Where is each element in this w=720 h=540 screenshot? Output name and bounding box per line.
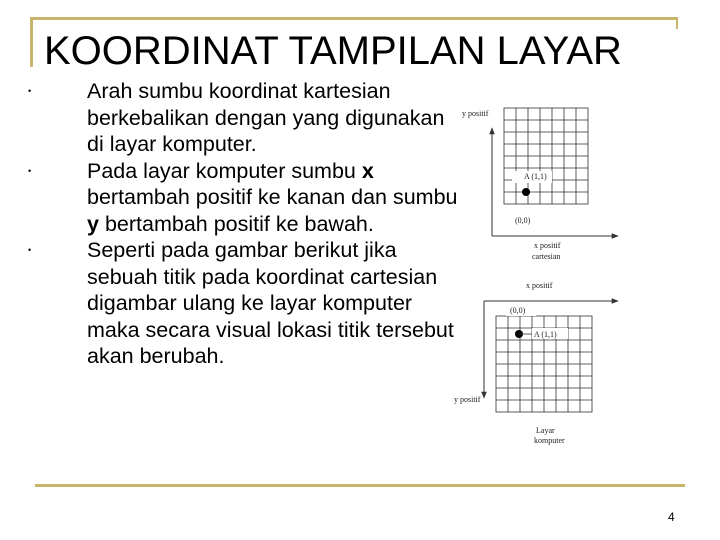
- cartesian-x-label: x positif: [534, 241, 561, 250]
- bullet-dot-icon: •: [28, 86, 32, 96]
- bullet-dot-icon: •: [28, 245, 32, 255]
- coordinate-figure: [440, 98, 680, 458]
- bullet-text-part: bertambah positif ke bawah.: [98, 211, 374, 236]
- slide-title: KOORDINAT TAMPILAN LAYAR: [44, 29, 622, 73]
- cartesian-y-label: y positif: [462, 109, 489, 118]
- bullet-text: Arah sumbu koordinat kartesian berkebalikan dengan yang digunakan di layar komputer.: [87, 79, 445, 156]
- bullet-text: Seperti pada gambar berikut jika sebuah titik pada koordinat cartesian digambar ulang ke layar komputer maka secara visual lokasi titik tersebut akan berubah.: [87, 238, 454, 368]
- bullet-dot-icon: •: [28, 165, 32, 176]
- frame-right-rule: [676, 17, 678, 29]
- screen-point-label: A (1,1): [534, 330, 557, 339]
- screen-caption: Layar: [536, 426, 555, 435]
- screen-caption-sub: komputer: [534, 436, 565, 445]
- frame-bottom-rule: [35, 484, 685, 487]
- frame-top-rule: [30, 17, 678, 20]
- screen-y-label: y positif: [454, 395, 481, 404]
- screen-origin-label: (0,0): [510, 306, 526, 315]
- screen-x-label: x positif: [526, 281, 553, 290]
- bullet-text-part: bertambah positif ke kanan dan sumbu: [87, 185, 458, 209]
- screen-diagram: [454, 281, 618, 445]
- cartesian-diagram: [462, 108, 618, 261]
- frame-left-rule: [30, 17, 33, 67]
- cartesian-point-a: [522, 188, 530, 196]
- bullet-item: [28, 158, 458, 238]
- bullet-text-part: Pada layar komputer sumbu: [87, 158, 362, 183]
- bullet-list: [28, 78, 458, 370]
- cartesian-grid: [504, 108, 588, 204]
- cartesian-x-label-sub: cartesian: [532, 252, 561, 261]
- cartesian-point-label: A (1,1): [524, 172, 547, 181]
- bullet-bold-x: x: [361, 158, 374, 183]
- bullet-item: [28, 237, 458, 370]
- bullet-item: [28, 78, 458, 158]
- bullet-bold-y: y: [87, 211, 99, 236]
- page-number: 4: [668, 510, 675, 524]
- cartesian-origin-label: (0,0): [515, 216, 531, 225]
